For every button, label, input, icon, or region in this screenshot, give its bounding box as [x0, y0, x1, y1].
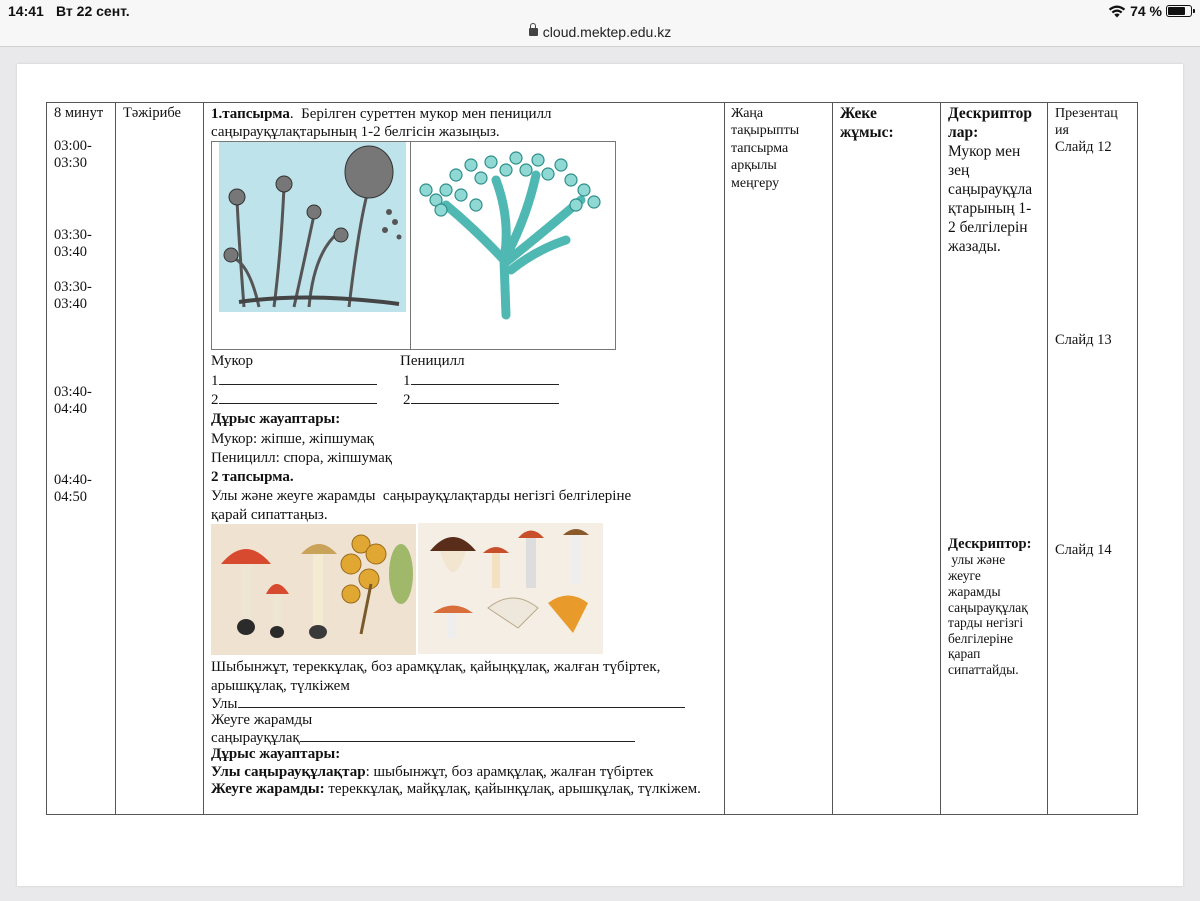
- penicill-answer-line-1[interactable]: 1: [403, 372, 559, 390]
- task2-text: Улы және жеуге жарамды саңырауқұлақтарды негізгі белгілеріне: [211, 488, 632, 504]
- task2-text-2: қарай сипаттаңыз.: [211, 507, 328, 523]
- method-line: Жаңа: [731, 106, 764, 121]
- method-line: тақырыпты: [731, 123, 800, 138]
- status-time: 14:41: [8, 3, 44, 19]
- slide-14: Слайд 14: [1055, 542, 1112, 558]
- descriptor-line: зең: [948, 162, 970, 179]
- descriptor2-line: жеуге: [948, 568, 981, 583]
- duration: 8 минут: [54, 105, 104, 121]
- method-line: меңгеру: [731, 176, 780, 191]
- descriptor-line: жазады.: [948, 238, 1001, 255]
- status-bar: [0, 0, 1200, 22]
- time-range: 04:40- 04:50: [54, 472, 92, 505]
- descriptor2-line: саңырауқұлақ: [948, 600, 1028, 615]
- stage-name: Тәжірибе: [123, 105, 181, 121]
- task1-text-2: саңырауқұлақтарының 1-2 белгісін жазыңыз.: [211, 124, 500, 140]
- status-right: [1108, 3, 1192, 19]
- task2-answers-title: Дұрыс жауаптары:: [211, 746, 341, 762]
- slide-13: Слайд 13: [1055, 332, 1112, 348]
- poisonous-mushrooms-image: [211, 524, 416, 655]
- task2-answer-poison: Улы саңырауқұлақтар: шыбынжұт, боз арамқұлақ, жалған түбіртек: [211, 764, 654, 780]
- method-line: арқылы: [731, 158, 777, 173]
- penicill-answer-line-2[interactable]: 2: [403, 391, 559, 409]
- time-range: 03:00- 03:30: [54, 138, 92, 171]
- mucor-answer-line-1[interactable]: 1: [211, 372, 377, 390]
- mucor-label: Мукор: [211, 353, 253, 369]
- descriptor-line: 2 белгілерін: [948, 219, 1028, 236]
- task1-answers-title: Дұрыс жауаптары:: [211, 411, 341, 427]
- poisonous-answer-line[interactable]: Улы: [211, 695, 685, 713]
- descriptor2-line: улы және: [948, 552, 1006, 567]
- resource-line: ия: [1055, 123, 1069, 138]
- task1-heading: 1.тапсырма. Берілген суреттен мукор мен пеницилл: [211, 106, 552, 122]
- descriptor2-line: қарап: [948, 646, 981, 661]
- time-range: 03:30- 03:40: [54, 227, 92, 260]
- mucor-answer-line-2[interactable]: 2: [211, 391, 377, 409]
- edible-answer-line[interactable]: саңырауқұлақ: [211, 729, 635, 747]
- time-range: 03:40- 04:40: [54, 384, 92, 417]
- task1-text: Берілген суреттен мукор мен пеницилл: [301, 106, 552, 122]
- address-bar[interactable]: [0, 22, 1200, 47]
- resource-line: Презентац: [1055, 106, 1118, 121]
- penicill-label: Пеницилл: [400, 353, 465, 369]
- edible-label: Жеуге жарамды: [211, 712, 313, 728]
- slide-12: Слайд 12: [1055, 139, 1112, 155]
- work-form-line: жұмыс:: [840, 124, 894, 141]
- edible-mushrooms-image: [418, 523, 603, 654]
- task1-answer-1: Мукор: жіпше, жіпшумақ: [211, 431, 374, 447]
- lock-icon: [529, 28, 538, 36]
- work-form-line: Жеке: [840, 105, 877, 122]
- descriptor2-line: белгілеріне: [948, 631, 1014, 646]
- descriptor2-title: Дескриптор:: [948, 536, 1032, 552]
- task2-title: 2 тапсырма.: [211, 469, 294, 485]
- time-range: 03:30- 03:40: [54, 279, 92, 312]
- task2-answer-edible: Жеуге жарамды: тереккұлақ, майқұлақ, қайынқұлақ, арышқұлақ, түлкіжем.: [211, 781, 701, 797]
- battery-percent: 74 %: [1130, 3, 1162, 19]
- descriptor2-line: тарды негізгі: [948, 615, 1024, 630]
- penicill-image: [416, 150, 606, 320]
- descriptor-title: Дескриптор: [948, 105, 1032, 122]
- task1-answer-2: Пеницилл: спора, жіпшумақ: [211, 450, 393, 466]
- wifi-icon: [1108, 5, 1126, 18]
- descriptor-line: Мукор мен: [948, 143, 1021, 160]
- mucor-image: [219, 142, 406, 312]
- descriptor2-line: сипаттайды.: [948, 662, 1019, 677]
- descriptor-line: қтарының 1-: [948, 200, 1032, 217]
- battery-icon: [1166, 5, 1192, 17]
- mushroom-list-2: арышқұлақ, түлкіжем: [211, 678, 350, 694]
- mushroom-list: Шыбынжұт, тереккұлақ, боз арамқұлақ, қайыңқұлақ, жалған түбіртек,: [211, 659, 661, 675]
- status-date: Вт 22 сент.: [56, 3, 130, 19]
- url-text: cloud.mektep.edu.kz: [542, 24, 672, 40]
- method-line: тапсырма: [731, 141, 789, 156]
- descriptor2-line: жарамды: [948, 584, 1001, 599]
- descriptor-title: лар:: [948, 124, 979, 141]
- descriptor-line: саңырауқұла: [948, 181, 1033, 198]
- task1-title: 1.тапсырма: [211, 106, 290, 122]
